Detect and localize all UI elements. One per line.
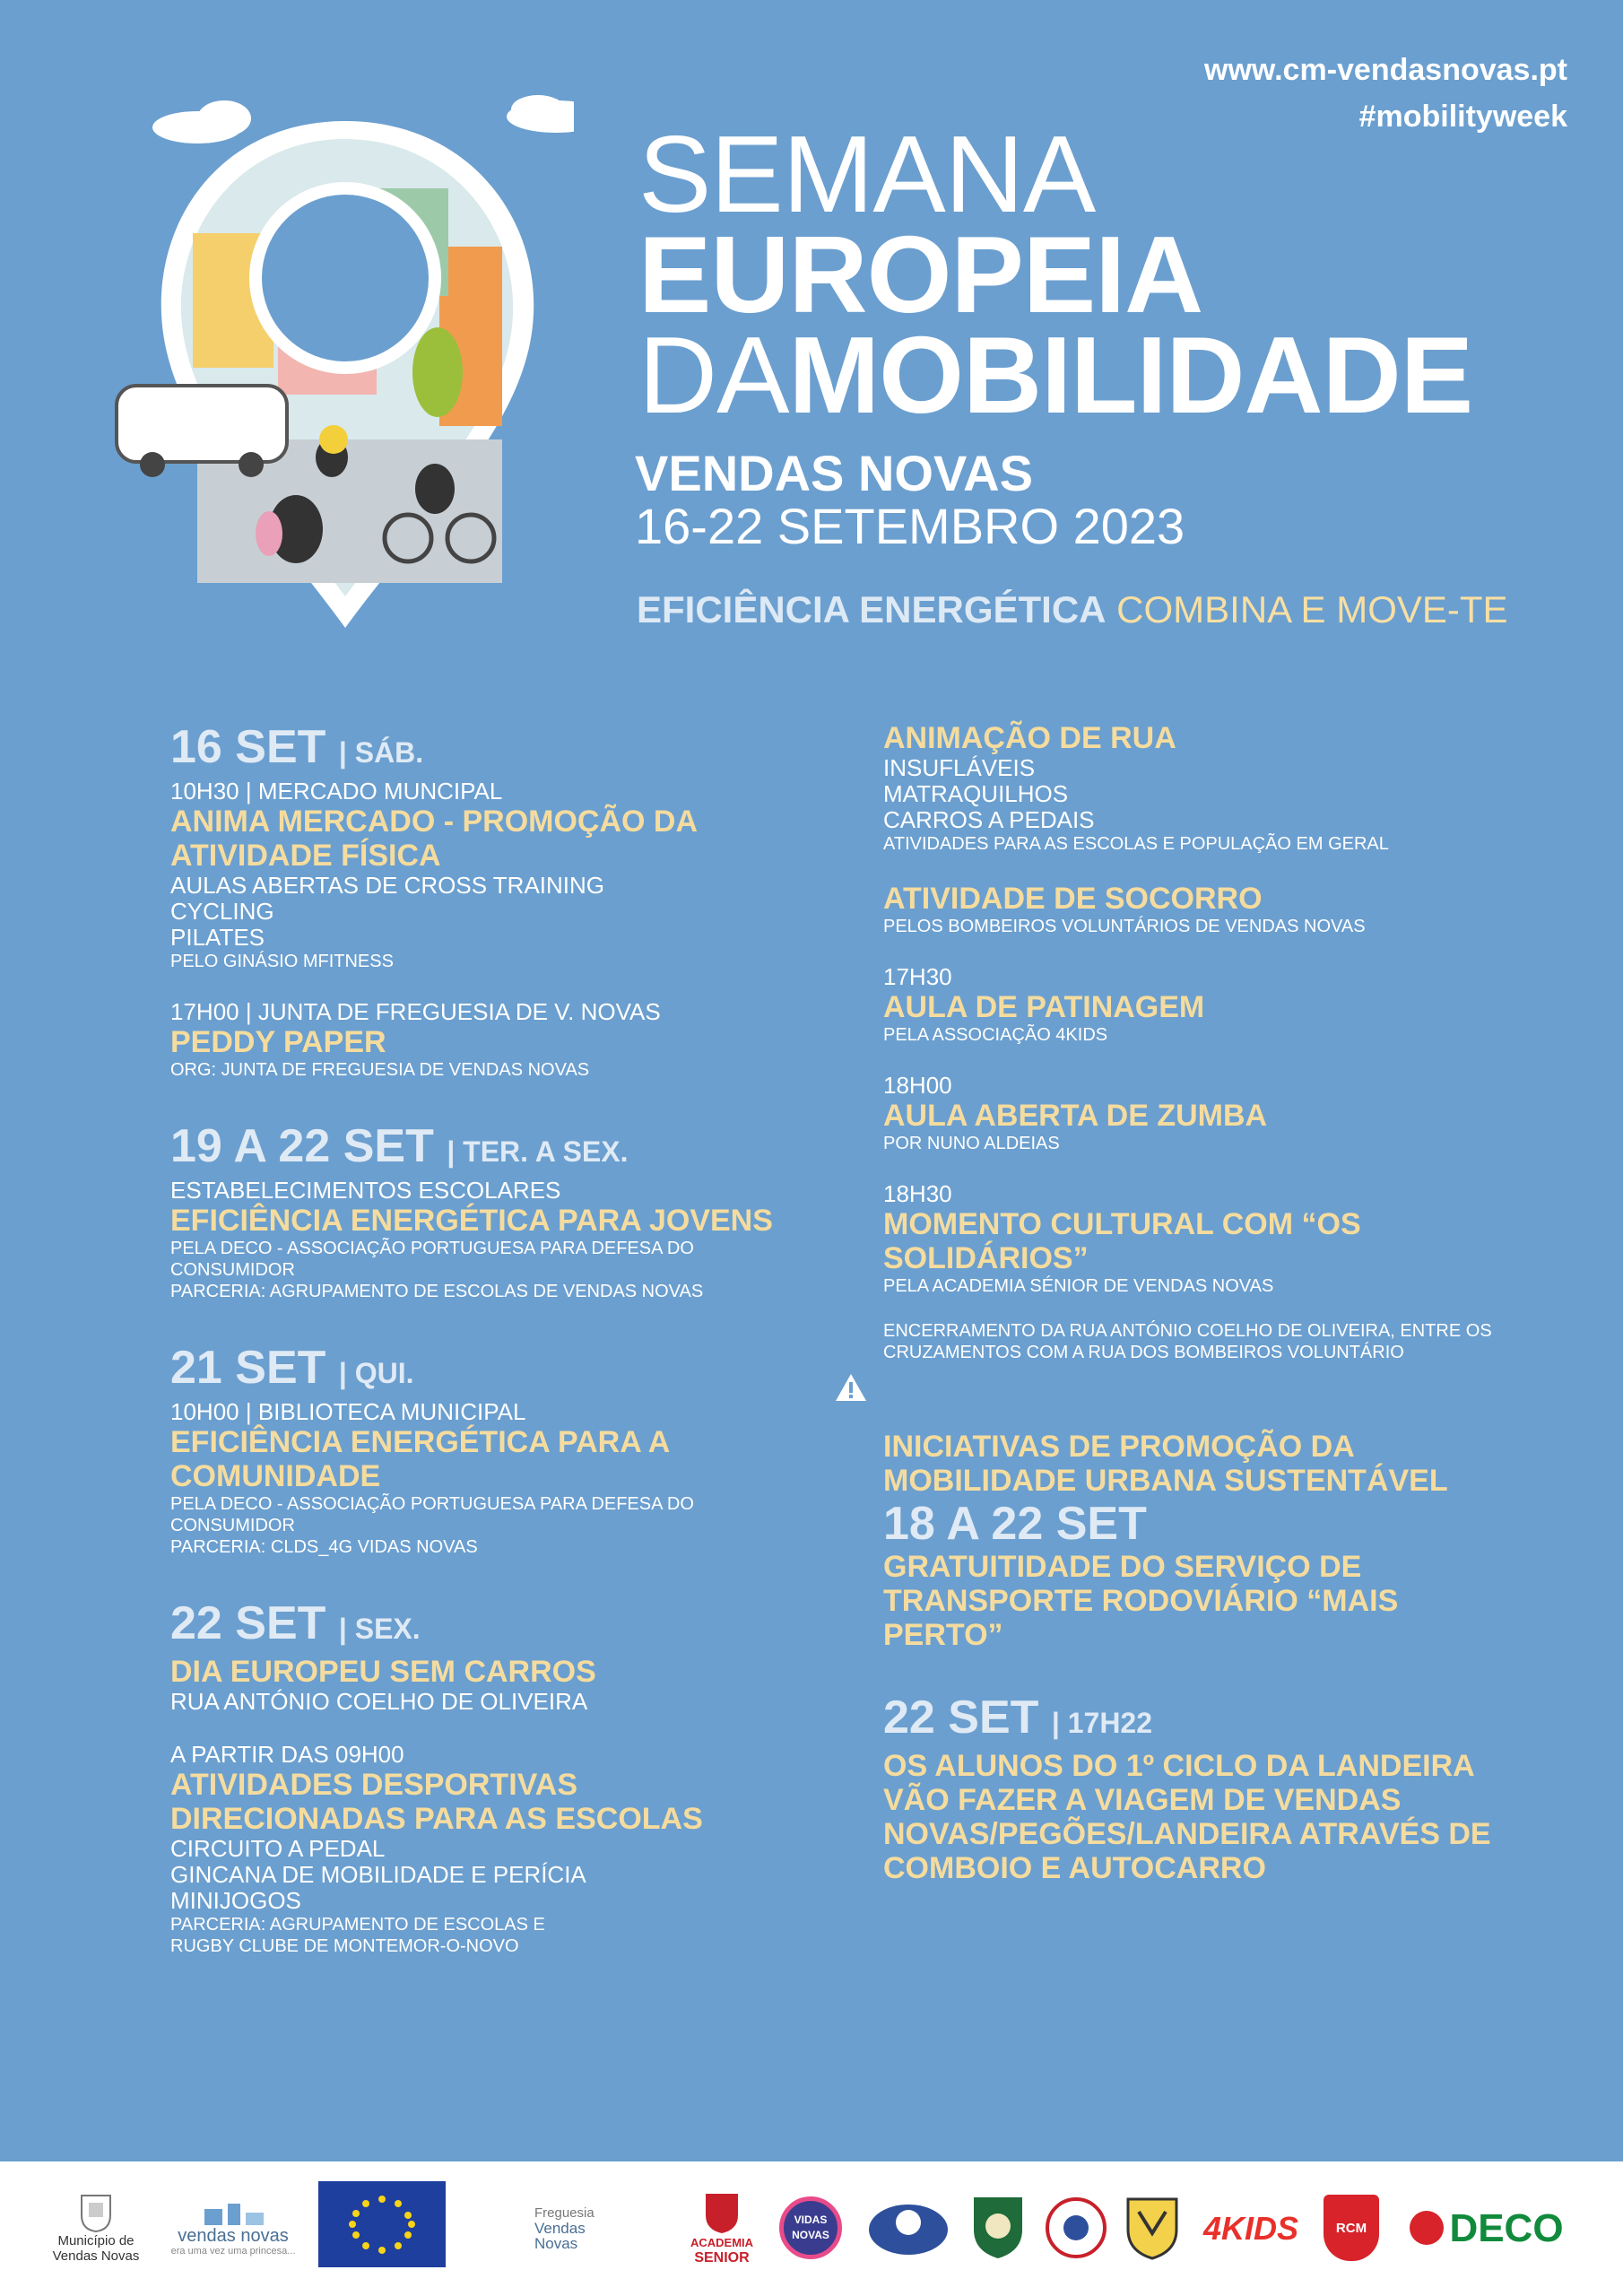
tree [412,327,463,417]
event-line: INSUFLÁVEIS [883,754,1036,781]
event-title: AULA ABERTA DE ZUMBA [883,1099,1268,1133]
day-header: 19 A 22 SET | TER. A SEX. [170,1120,629,1172]
warning-icon [834,1372,868,1403]
logo-freguesia-line1: Freguesia [534,2205,595,2221]
event-title: ATIVIDADE DE SOCORRO [883,882,1263,916]
scooter-helmet [319,425,348,454]
event-title: AULA DE PATINAGEM [883,990,1205,1024]
event-dates: 16-22 SETEMBRO 2023 [635,498,1185,554]
circular-seal-icon [1042,2196,1110,2260]
event-time: 17H30 [883,963,952,990]
logo-freguesia-line2: Vendas [534,2219,586,2237]
event-note: PELO GINÁSIO MFITNESS [170,952,394,971]
logo-vidas-novas [777,2181,845,2274]
event-note: ATIVIDADES PARA AS ESCOLAS E POPULAÇÃO EM GERAL [883,834,1389,854]
eagle-crest-icon [1123,2194,1182,2262]
initiative-desc: GRATUITIDADE DO SERVIÇO DE TRANSPORTE RODOVIÁRIO “MAIS PERTO” [883,1550,1399,1652]
event-place: RUA ANTÓNIO COELHO DE OLIVEIRA [170,1688,588,1715]
title-line-1: SEMANA [638,113,1096,235]
road-closure-note: ENCERRAMENTO DA RUA ANTÓNIO COELHO DE OLIVEIRA, ENTRE OS CRUZAMENTOS COM A RUA DOS BOMBEIROS VOLUNTÁRIO [883,1321,1492,1362]
cloud-left-puff [197,100,251,136]
event-title: DIA EUROPEU SEM CARROS [170,1655,596,1689]
cyclist [415,464,455,514]
event-line: MATRAQUILHOS [883,780,1069,807]
event-note: PELA DECO - ASSOCIAÇÃO PORTUGUESA PARA DEFESA DO CONSUMIDOR [170,1494,694,1535]
title-line-2: EUROPEIA [638,213,1203,335]
event-line: CYCLING [170,898,274,925]
logo-deco-text: DECO [1449,2205,1564,2250]
logo-4kids-text: 4KIDS [1202,2209,1299,2247]
initiative-title: INICIATIVAS DE PROMOÇÃO DA MOBILIDADE URBANA SUSTENTÁVEL [883,1430,1448,1498]
location: VENDAS NOVAS [635,445,1033,501]
day-header: 22 SET | SEX. [170,1597,421,1649]
logo-deco [1406,2181,1567,2274]
event-title: EFICIÊNCIA ENERGÉTICA PARA JOVENS [170,1204,773,1238]
event-note: POR NUNO ALDEIAS [883,1134,1060,1153]
event-note: PARCERIA: CLDS_4G VIDAS NOVAS [170,1537,478,1557]
title-line-3: DAMOBILIDADE [638,314,1473,436]
event-title: MOMENTO CULTURAL COM “OS SOLIDÁRIOS” [883,1207,1361,1275]
event-line: PILATES [170,924,265,951]
green-shield-icon [970,2194,1026,2262]
event-time: 18H30 [883,1180,952,1207]
event-title: ATIVIDADES DESPORTIVAS DIRECIONADAS PARA AS ESCOLAS [170,1768,703,1836]
event-line: AULAS ABERTAS DE CROSS TRAINING [170,872,605,899]
schedule-left [170,721,816,1957]
bus-wheel-front [140,452,165,477]
bus [117,386,287,462]
event-note: PARCERIA: AGRUPAMENTO DE ESCOLAS E [170,1915,545,1935]
event-note: PELA ASSOCIAÇÃO 4KIDS [883,1025,1108,1045]
event-line: CARROS A PEDAIS [883,806,1095,833]
eu-flag-icon [318,2181,446,2267]
event-line: MINIJOGOS [170,1887,301,1914]
logo-rcm [1320,2181,1383,2274]
event-note: PARCERIA: AGRUPAMENTO DE ESCOLAS DE VENDAS NOVAS [170,1282,704,1301]
bombeiros-emblem-icon [865,2196,951,2260]
logo-academia-line2: SENIOR [694,2250,750,2266]
bus-wheel-back [239,452,264,477]
day-header: 16 SET | SÁB. [170,721,424,773]
event-title: EFICIÊNCIA ENERGÉTICA PARA A COMUNIDADE [170,1425,669,1493]
logo-freguesia [534,2181,660,2274]
day-header: 22 SET | 17H22 [883,1692,1153,1744]
theme [637,588,1508,631]
schedule-right [883,721,1511,1885]
logo-academia-senior [683,2181,760,2274]
event-note: RUGBY CLUBE DE MONTEMOR-O-NOVO [170,1936,519,1956]
logo-municipio [47,2181,145,2274]
event-time: 18H00 [883,1072,952,1099]
event-time: A PARTIR DAS 09H00 [170,1741,404,1768]
theme-a: EFICIÊNCIA ENERGÉTICA [637,588,1107,631]
event-place: ESTABELECIMENTOS ESCOLARES [170,1177,561,1204]
event-note: PELA ACADEMIA SÉNIOR DE VENDAS NOVAS [883,1276,1274,1296]
event-note: PELA DECO - ASSOCIAÇÃO PORTUGUESA PARA DEFESA DO CONSUMIDOR [170,1239,694,1280]
event-note: PELOS BOMBEIROS VOLUNTÁRIOS DE VENDAS NOVAS [883,917,1366,936]
logo-vidas-line2: NOVAS [792,2229,829,2241]
event-title: PEDDY PAPER [170,1025,386,1059]
coat-of-arms-icon [78,2192,114,2233]
theme-b: COMBINA E MOVE-TE [1116,588,1508,631]
logo-vendas-novas-tagline: era uma vez uma princesa... [170,2246,296,2257]
logo-municipio-line2: Vendas Novas [52,2248,140,2264]
pin-hole [256,188,435,368]
event-title: ANIMA MERCADO - PROMOÇÃO DA ATIVIDADE FÍSICA [170,804,697,873]
event-line: GINCANA DE MOBILIDADE E PERÍCIA [170,1861,586,1888]
walker-backpack [256,511,282,556]
event-place: 10H00 | BIBLIOTECA MUNICIPAL [170,1398,526,1425]
logo-municipio-line1: Município de [57,2233,135,2248]
logo-4kids [1202,2181,1300,2274]
website-url[interactable]: www.cm-vendasnovas.pt [1204,53,1567,87]
logo-rcm-text: RCM [1324,2195,1379,2261]
logo-vidas-line1: VIDAS [794,2213,828,2226]
day-header: 21 SET | QUI. [170,1342,414,1394]
logo-academia-line1: ACADEMIA [690,2236,754,2249]
hashtag: #mobilityweek [1358,100,1567,134]
event-title: ANIMAÇÃO DE RUA [883,721,1176,755]
deco-mark-icon [1410,2211,1444,2245]
event-note: ORG: JUNTA DE FREGUESIA DE VENDAS NOVAS [170,1060,590,1080]
page-title [638,113,1473,436]
initiative-days: 18 A 22 SET [883,1498,1147,1550]
event-time: 17H00 | JUNTA DE FREGUESIA DE V. NOVAS [170,998,661,1025]
vendas-novas-mark [197,2196,269,2229]
academia-shield-icon [702,2190,742,2235]
logo-vendas-novas-text: vendas novas [178,2226,289,2246]
logo-vendas-novas [166,2181,300,2274]
cloud-right-puff [511,95,565,124]
event-time: 10H30 | MERCADO MUNCIPAL [170,778,503,804]
event-line: CIRCUITO A PEDAL [170,1835,386,1862]
logo-freguesia-line3: Novas [534,2234,578,2252]
pin-illustration [108,90,574,646]
event-title: OS ALUNOS DO 1º CICLO DA LANDEIRA VÃO FAZER A VIAGEM DE VENDAS NOVAS/PEGÕES/LANDEIRA ATRAVÉS DE COMBOIO E AUTOCARRO [883,1749,1491,1885]
